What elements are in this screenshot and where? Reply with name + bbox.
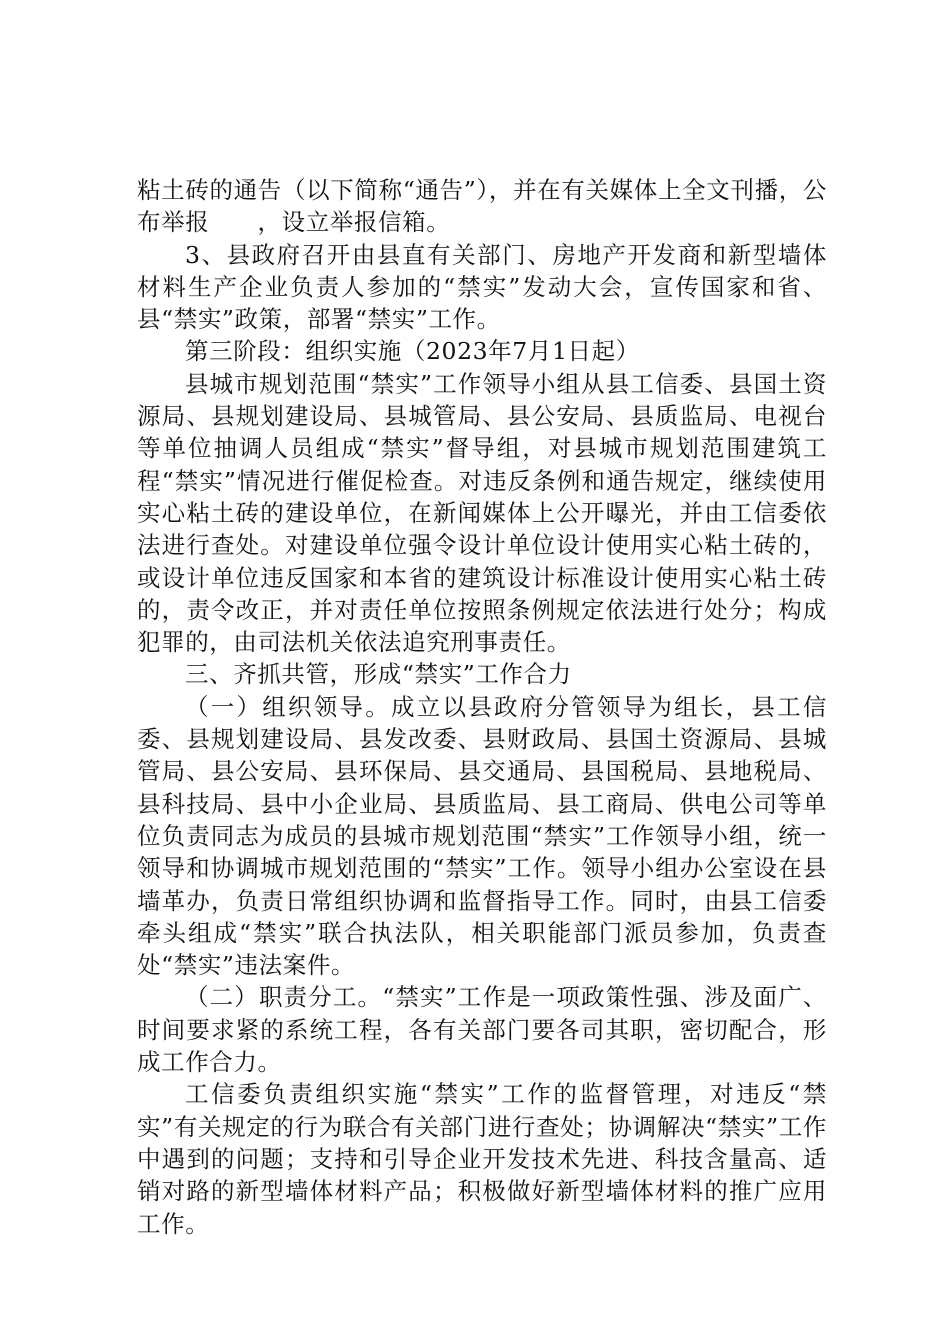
paragraph-continuation: 粘土砖的通告（以下简称“通告”），并在有关媒体上全文刊播，公布举报 ，设立举报信箱。 [137,176,827,237]
paragraph-stage-three-body: 县城市规划范围“禁实”工作领导小组从县工信委、县国土资源局、县规划建设局、县城管局、县公安局、县质监局、电视台等单位抽调人员组成“禁实”督导组，对县城市规划范围建筑工程“禁实”情况进行催促检查。对违反条例和通告规定，继续使用实心粘土砖的建设单位，在新闻媒体上公开曝光，并由工信委依法进行查处。对建设单位强令设计单位设计使用实心粘土砖的，或设计单位违反国家和本省的建筑设计标准设计使用实心粘土砖的，责令改正，并对责任单位按照条例规定依法进行处分；构成犯罪的，由司法机关依法追究刑事责任。 [137,369,827,657]
section-heading-three: 三、齐抓共管，形成“禁实”工作合力 [185,660,572,689]
paragraph-division-of-duties: （二）职责分工。“禁实”工作是一项政策性强、涉及面广、时间要求紧的系统工程，各有关部门要各司其职，密切配合，形成工作合力。 [137,983,827,1077]
paragraph-stage-three-heading: 第三阶段：组织实施（2023年7月1日起） [185,337,640,366]
paragraph-item-3: 3、县政府召开由县直有关部门、房地产开发商和新型墙体材料生产企业负责人参加的“禁实”发动大会，宣传国家和省、县“禁实”政策，部署“禁实”工作。 [137,240,827,334]
paragraph-organization: （一）组织领导。成立以县政府分管领导为组长，县工信委、县规划建设局、县发改委、县财政局、县国土资源局、县城管局、县公安局、县环保局、县交通局、县国税局、县地税局、县科技局、县中小企业局、县质监局、县工商局、供电公司等单位负责同志为成员的县城市规划范围“禁实”工作领导小组，统一领导和协调城市规划范围的“禁实”工作。领导小组办公室设在县墙革办，负责日常组织协调和监督指导工作。同时，由县工信委牵头组成“禁实”联合执法队，相关职能部门派员参加，负责查处“禁实”违法案件。 [137,692,827,980]
paragraph-industry-committee: 工信委负责组织实施“禁实”工作的监督管理，对违反“禁实”有关规定的行为联合有关部门进行查处；协调解决“禁实”工作中遇到的问题；支持和引导企业开发技术先进、科技含量高、适销对路的新型墙体材料产品；积极做好新型墙体材料的推广应用工作。 [137,1080,827,1238]
document-body [137,174,827,1240]
